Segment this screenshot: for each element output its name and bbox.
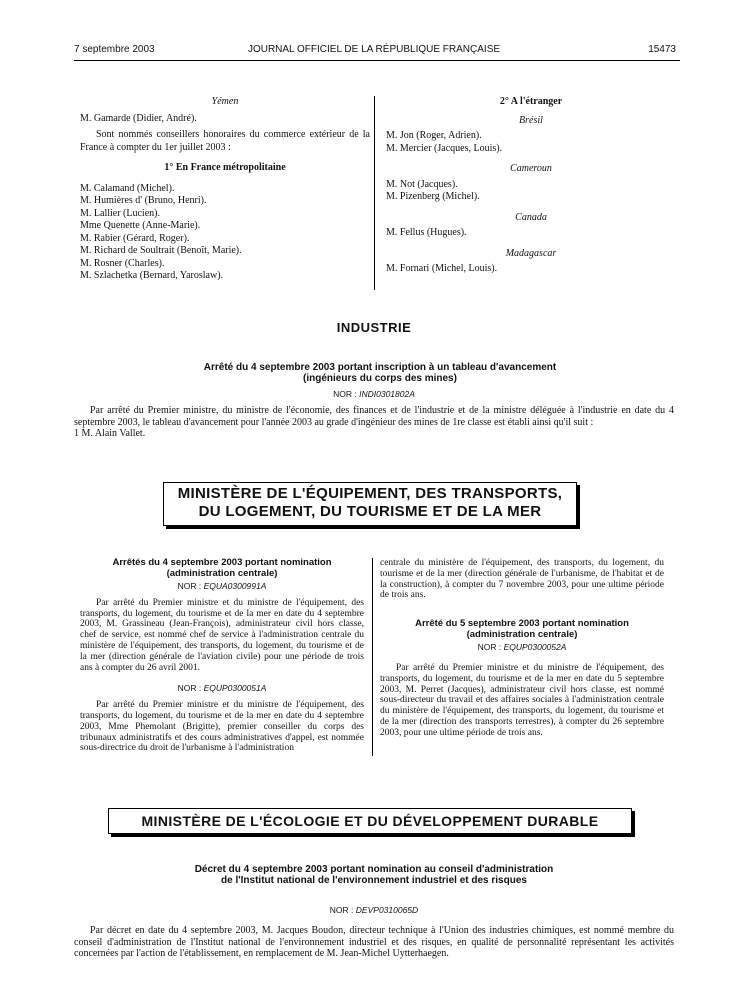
nor-label: NOR :	[177, 683, 202, 694]
equip-right-para: Par arrêté du Premier ministre et du ministre de l'équipement, des transports, du logement, du tourisme et de la mer en date du 5 septembre 2003, M. Perret (Jacques), administrateur civil hors classe, est nommé sous-directeur du travail et des affaires sociales à l'administration centrale du ministère de l'équipement, des transports, du logement, du tourisme et de la mer (direction des transports terrestres), à compter du 26 septembre 2003, pour une ultime période de trois ans.	[380, 662, 664, 738]
nor-code: EQUP0300051A	[203, 683, 267, 694]
equip-left-para2: Par arrêté du Premier ministre et du ministre de l'équipement, des transports, du logement, du tourisme et de la mer en date du 4 septembre 2003, Mme Phemolant (Brigitte), premier conseiller du corps des tribunaux administratifs et des cours administratives d'appel, est nommée sous-directrice du droit de l'urbanisme à l'administration	[80, 700, 364, 754]
equip-right-title-line2: (administration centrale)	[466, 628, 578, 640]
industrie-text: Par arrêté du Premier ministre, du ministre de l'économie, des finances et de l'industrie et de la ministre déléguée à l'industrie en date du 4 septembre 2003, le tableau d'avancement pour l'année 2003 au grade d'ingénieur des mines de 1re classe est établi ainsi qu'il suit :	[74, 405, 674, 428]
equip-left-nor1	[80, 581, 364, 592]
ecologie-nor	[0, 905, 748, 915]
equip-right-title-line1: Arrêté du 5 septembre 2003 portant nomination	[415, 618, 629, 630]
nor-label: NOR :	[329, 905, 354, 915]
industrie-item: 1 M. Alain Vallet.	[74, 428, 146, 440]
column-divider	[374, 96, 375, 290]
name-gamarde: M. Gamarde (Didier, André).	[80, 112, 197, 124]
nor-label: NOR :	[333, 389, 357, 399]
list-item: M. Rosner (Charles).	[80, 257, 165, 269]
subhead-france: 1° En France métropolitaine	[164, 162, 286, 173]
ministry-equipement-line1: MINISTÈRE DE L'ÉQUIPEMENT, DES TRANSPORTS,	[177, 485, 563, 502]
industrie-title-line2: (ingénieurs du corps des mines)	[303, 373, 457, 384]
country-cameroun: Cameroun	[510, 163, 552, 174]
list-item: M. Humières d' (Bruno, Henri).	[80, 195, 207, 206]
ecologie-text: Par décret en date du 4 septembre 2003, M. Jacques Boudon, directeur technique à l'Union des industries chimiques, est nommé membre du conseil d'administration de l'Institut national de l'environnement industriel et des risques, en qualité de personnalité représentant les activités concernées par l'action de l'établissement, en remplacement de M. Jean-Michel Uytterhaegen.	[74, 925, 674, 960]
nor-code: EQUA0300991A	[203, 581, 267, 591]
top-left-column	[80, 96, 370, 283]
list-item: M. Fellus (Hugues).	[386, 227, 467, 238]
equip-left-column	[80, 558, 364, 754]
ecologie-title	[120, 864, 628, 886]
industrie-body	[74, 405, 674, 440]
list-item: M. Richard de Soultrait (Benoît, Marie).	[80, 245, 242, 256]
section-industrie: INDUSTRIE	[336, 320, 412, 335]
header-date: 7 septembre 2003	[74, 44, 155, 55]
nor-code: INDI0301802A	[359, 389, 415, 399]
list-item: M. Szlachetka (Bernard, Yaroslaw).	[80, 270, 224, 281]
country-yemen: Yémen	[211, 96, 239, 107]
equip-left-nor2	[80, 683, 364, 694]
column-divider	[372, 558, 373, 756]
list-item: M. Rabier (Gérard, Roger).	[80, 232, 190, 244]
list-item: M. Pizenberg (Michel).	[386, 191, 480, 202]
nor-code: EQUP0300052A	[503, 642, 567, 653]
industrie-title-line1: Arrêté du 4 septembre 2003 portant inscription à un tableau d'avancement	[203, 362, 557, 373]
ministry-ecologie-box	[108, 808, 632, 834]
country-bresil: Brésil	[519, 114, 543, 126]
nor-code: DEVP0310065D	[355, 905, 419, 915]
header-journal-title: JOURNAL OFFICIEL DE LA RÉPUBLIQUE FRANÇAISE	[247, 44, 501, 55]
honorary-intro: Sont nommés conseillers honoraires du commerce extérieur de la France à compter du 1er juillet 2003 :	[80, 129, 370, 153]
country-madagascar: Madagascar	[505, 247, 557, 259]
list-item: Mme Quenette (Anne-Marie).	[80, 220, 201, 231]
list-item: M. Mercier (Jacques, Louis).	[386, 142, 503, 154]
list-item: M. Lallier (Lucien).	[80, 207, 160, 219]
nor-label: NOR :	[477, 642, 502, 653]
ecologie-title-line1: Décret du 4 septembre 2003 portant nomination au conseil d'administration	[194, 864, 554, 875]
equip-left-title-line2: (administration centrale)	[166, 567, 278, 579]
industrie-title	[160, 362, 600, 384]
equip-left-title-line1: Arrêtés du 4 septembre 2003 portant nomination	[112, 557, 332, 568]
equip-left-title	[80, 558, 364, 579]
ministry-equipement-box	[163, 482, 577, 526]
equip-right-column	[380, 558, 664, 739]
ministry-equipement-line2: DU LOGEMENT, DU TOURISME ET DE LA MER	[198, 503, 542, 520]
list-item: M. Jon (Roger, Adrien).	[386, 130, 482, 141]
equip-right-continuation: centrale du ministère de l'équipement, des transports, du logement, du tourisme et de la mer (direction générale de l'urbanisme, de l'habitat et de la construction), à compter du 7 novembre 2003, pour une ultime période de trois ans.	[380, 558, 664, 601]
industrie-nor	[0, 389, 748, 399]
equip-right-nor	[380, 642, 664, 653]
country-canada: Canada	[515, 211, 547, 223]
top-right-column	[386, 96, 676, 276]
ecologie-title-line2: de l'Institut national de l'environnement industriel et des risques	[221, 875, 527, 886]
header-rule	[74, 60, 680, 61]
list-item: M. Calamand (Michel).	[80, 182, 175, 194]
subhead-abroad: 2° A l'étranger	[499, 96, 563, 107]
nor-label: NOR :	[177, 581, 202, 591]
equip-right-title	[380, 619, 664, 640]
list-item: M. Fornari (Michel, Louis).	[386, 263, 498, 274]
equip-left-para1: Par arrêté du Premier ministre et du ministre de l'équipement, des transports, du logement, du tourisme et de la mer en date du 4 septembre 2003, M. Grassineau (Jean-François), administrateur civil hors classe, chef de service, est nommé chef de service à l'administration centrale du ministère de l'équipement, des transports, du logement, du tourisme et de la mer (direction générale de l'aviation civile) pour une période de trois ans à compter du 26 avril 2001.	[80, 597, 364, 673]
ministry-ecologie-line1: MINISTÈRE DE L'ÉCOLOGIE ET DU DÉVELOPPEMENT DURABLE	[141, 813, 599, 829]
list-item: M. Not (Jacques).	[386, 178, 458, 190]
header-page-number: 15473	[648, 44, 676, 55]
